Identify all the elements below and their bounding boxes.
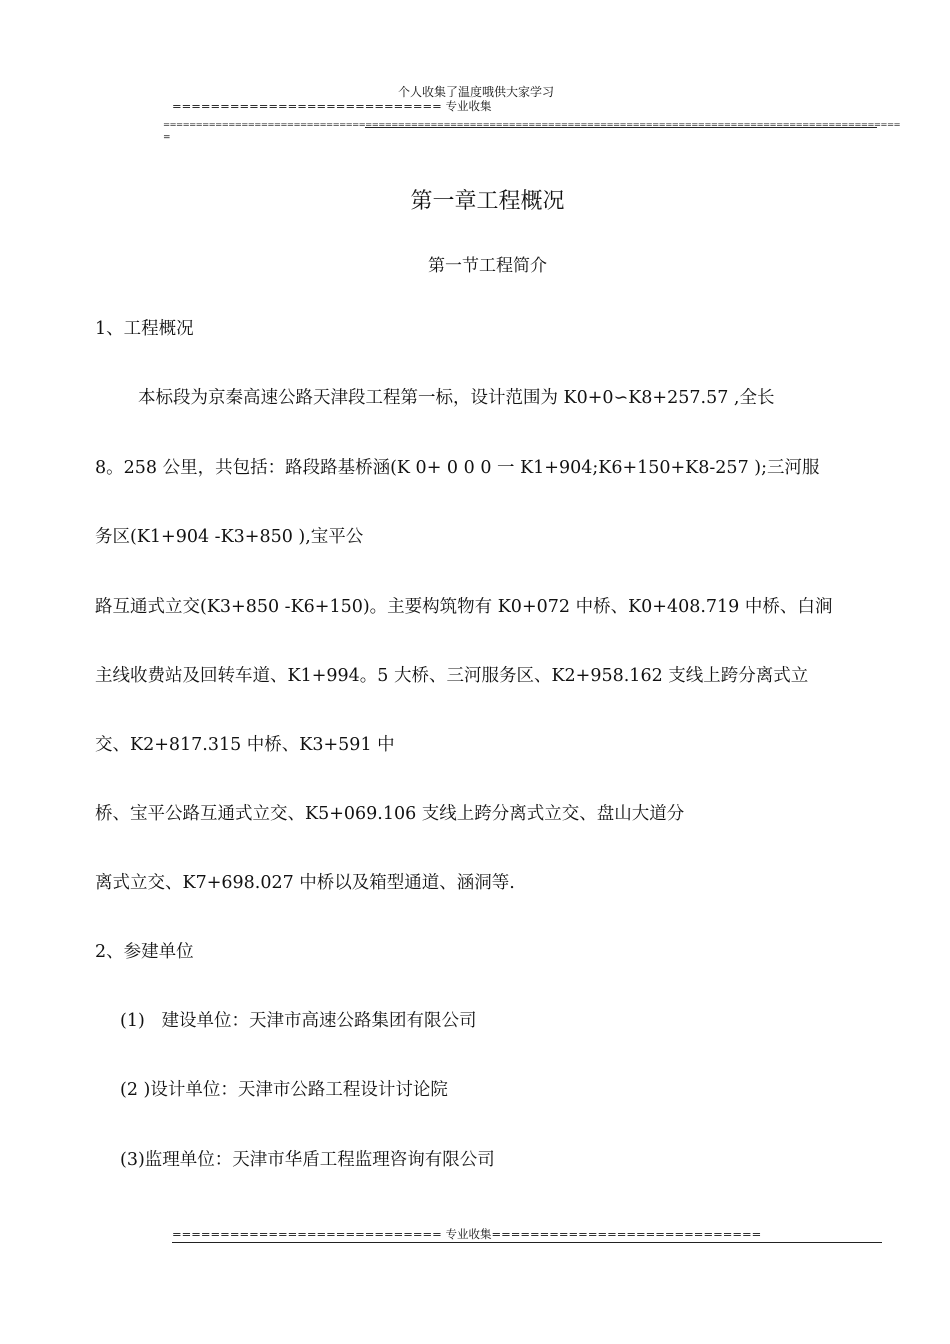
header-separator-collection: ============================ 专业收集 [172,99,492,113]
item1-heading: 1、工程概况 [95,319,194,339]
unit-design: (2 )设计单位：天津市公路工程设计讨论院 [120,1080,448,1100]
paragraph-line: 本标段为京秦高速公路天津段工程第一标，设计范围为 K0+0∽K8+257.57 ,全长 [138,388,775,408]
paragraph-line: 务区(K1+904 -K3+850 ),宝平公 [95,527,364,547]
chapter-title: 第一章工程概况 [410,189,565,214]
paragraph-line: 路互通式立交(K3+850 -K6+150)。主要构筑物有 K0+072 中桥、K0+408.719 中桥、白涧 [95,597,833,617]
paragraph-line: 桥、宝平公路互通式立交、K5+069.106 支线上跨分离式立交、盘山大道分 [95,804,685,824]
header-separator-short: = [163,133,171,143]
header-note: 个人收集了温度哦供大家学习 [398,85,555,99]
section-title: 第一节工程简介 [428,256,547,276]
paragraph-line: 8。258 公里，共包括：路段路基桥涵(K 0+ 0 0 0 一 K1+904;K6+150+K8-257 );三河服 [95,458,820,478]
footer-separator: ============================ 专业收集============================ [172,1227,762,1241]
paragraph-line: 主线收费站及回转车道、K1+994。5 大桥、三河服务区、K2+958.162 支线上跨分离式立 [95,666,809,686]
unit-construction: (1) 建设单位：天津市高速公路集团有限公司 [120,1011,477,1031]
footer-underline [172,1242,882,1243]
item2-heading: 2、参建单位 [95,942,194,962]
unit-supervision: (3)监理单位：天津市华盾工程监理咨询有限公司 [120,1150,495,1170]
paragraph-line: 交、K2+817.315 中桥、K3+591 中 [95,735,395,755]
paragraph-line: 离式立交、K7+698.027 中桥以及箱型通道、涵洞等. [95,873,515,893]
header-underline [365,127,877,128]
header-separator-long: ================================================================================================================= [163,120,900,130]
